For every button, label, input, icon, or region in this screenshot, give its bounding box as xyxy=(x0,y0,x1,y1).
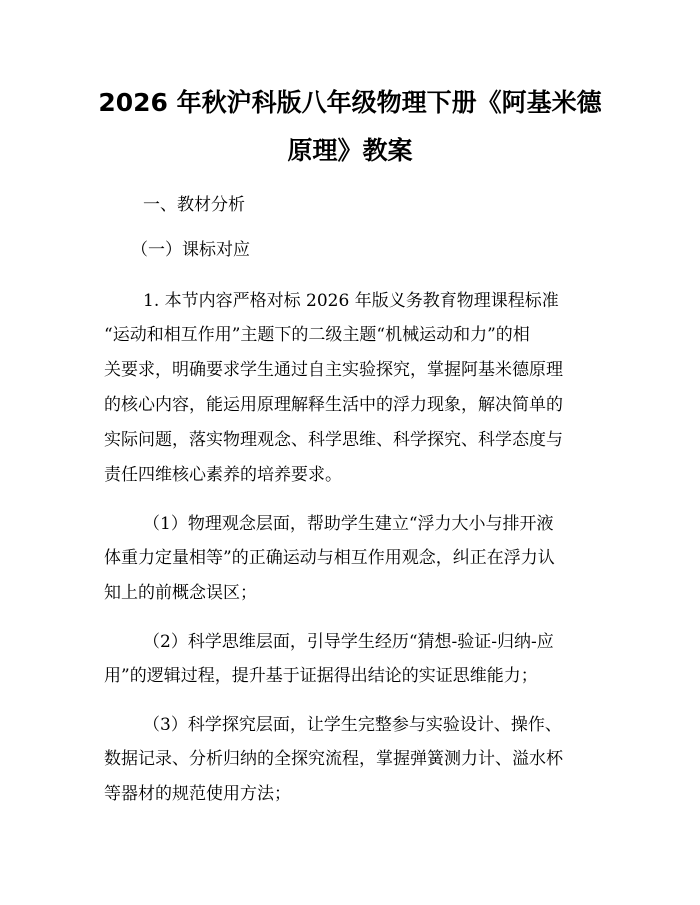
paragraph-1-line-1: 1. 本节内容严格对标 2026 年版义务教育物理课程标准 xyxy=(143,291,559,311)
paragraph-2-line-2: 体重力定量相等”的正确运动与相互作用观念，纠正在浮力认 xyxy=(104,548,555,568)
paragraph-4-line-1: （3）科学探究层面，让学生完整参与实验设计、操作、 xyxy=(143,715,562,735)
paragraph-4-line-2: 数据记录、分析归纳的全探究流程，掌握弹簧测力计、溢水杯 xyxy=(104,749,563,769)
subsection-heading: （一）课标对应 xyxy=(131,240,250,260)
paragraph-1-line-6: 责任四维核心素养的培养要求。 xyxy=(104,465,342,485)
paragraph-2-line-1: （1）物理观念层面，帮助学生建立“浮力大小与排开液 xyxy=(143,514,554,534)
paragraph-2-line-3: 知上的前概念误区； xyxy=(104,583,257,603)
paragraph-3-line-2: 用”的逻辑过程，提升基于证据得出结论的实证思维能力； xyxy=(104,666,538,686)
paragraph-1-line-4: 的核心内容，能运用原理解释生活中的浮力现象，解决简单的 xyxy=(104,395,563,415)
paragraph-1-line-5: 实际问题，落实物理观念、科学思维、科学探究、科学态度与 xyxy=(104,430,563,450)
document-title-line-2: 原理》教案 xyxy=(287,136,413,165)
paragraph-1-line-3: 关要求，明确要求学生通过自主实验探究，掌握阿基米德原理 xyxy=(104,360,563,380)
document-title-line-1: 2026 年秋沪科版八年级物理下册《阿基米德 xyxy=(98,88,602,117)
section-heading: 一、教材分析 xyxy=(143,195,245,215)
paragraph-3-line-1: （2）科学思维层面，引导学生经历“猜想-验证-归纳-应 xyxy=(143,632,554,652)
paragraph-1-line-2: “运动和相互作用”主题下的二级主题“机械运动和力”的相 xyxy=(104,325,530,345)
paragraph-4-line-3: 等器材的规范使用方法； xyxy=(104,784,291,804)
